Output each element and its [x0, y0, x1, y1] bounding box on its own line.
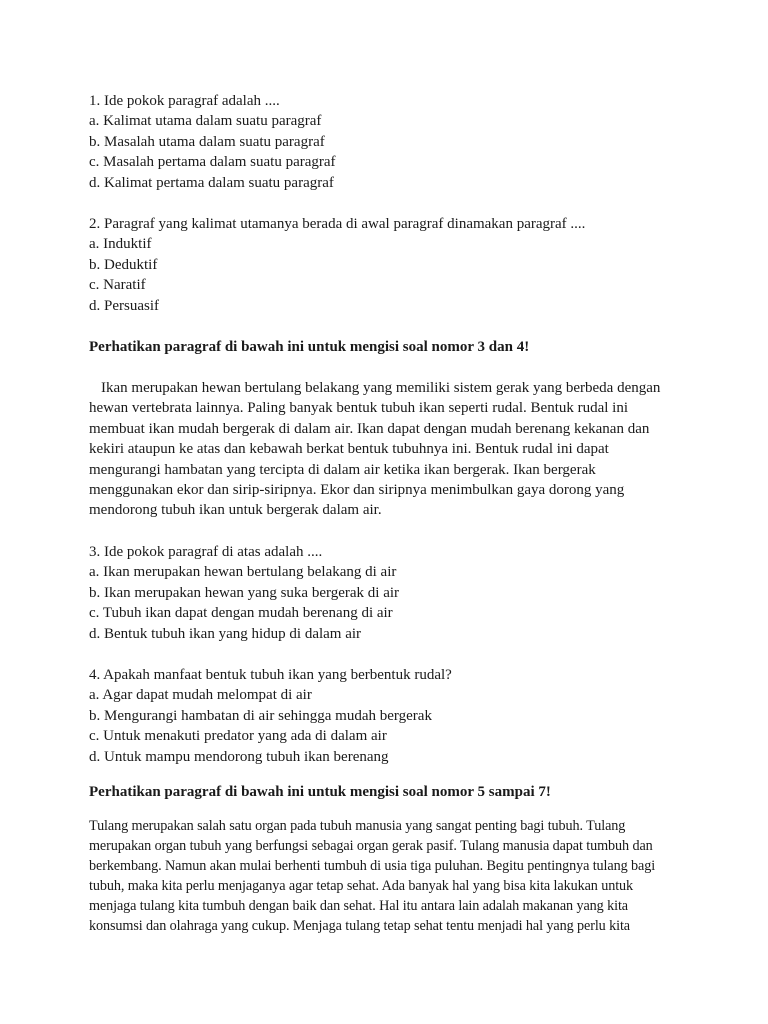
passage-2-line: Tulang merupakan salah satu organ pada tubuh manusia yang sangat penting bagi tubuh. Tulang [89, 818, 626, 834]
question-3 [89, 542, 689, 644]
passage-1-line: kekiri ataupun ke atas dan kebawah berkat bentuk tubuhnya ini. Bentuk rudal ini dapat [89, 441, 609, 458]
question-2-option-a: a. Induktif [89, 236, 152, 253]
question-3-option-c: c. Tubuh ikan dapat dengan mudah berenang di air [89, 605, 393, 622]
question-1-option-a: a. Kalimat utama dalam suatu paragraf [89, 113, 322, 130]
question-3-option-d: d. Bentuk tubuh ikan yang hidup di dalam air [89, 625, 362, 642]
question-4-option-d: d. Untuk mampu mendorong tubuh ikan berenang [89, 748, 389, 765]
instruction-2 [89, 782, 689, 802]
question-2-option-b: b. Deduktif [89, 256, 158, 273]
question-3-text: 3. Ide pokok paragraf di atas adalah .... [89, 544, 323, 560]
question-4-option-c: c. Untuk menakuti predator yang ada di dalam air [89, 728, 387, 745]
question-4-option-b: b. Mengurangi hambatan di air sehingga mudah bergerak [89, 707, 432, 724]
passage-2 [89, 816, 689, 936]
passage-2-line: merupakan organ tubuh yang berfungsi sebagai organ gerak pasif. Tulang manusia dapat tumbuh dan [89, 838, 653, 854]
question-3-option-b: b. Ikan merupakan hewan yang suka bergerak di air [89, 584, 400, 601]
question-4-text: 4. Apakah manfaat bentuk tubuh ikan yang berbentuk rudal? [89, 667, 452, 683]
question-1-option-d: d. Kalimat pertama dalam suatu paragraf [89, 174, 334, 191]
passage-1-line: Ikan merupakan hewan bertulang belakang yang memiliki sistem gerak yang berbeda dengan [101, 380, 661, 396]
question-3-option-a: a. Ikan merupakan hewan bertulang belakang di air [89, 564, 397, 581]
instruction-1-text: Perhatikan paragraf di bawah ini untuk mengisi soal nomor 3 dan 4! [89, 339, 530, 355]
passage-2-line: konsumsi dan olahraga yang cukup. Menjaga tulang tetap sehat tentu menjadi hal yang perlu kita [89, 918, 630, 934]
passage-1-line: mendorong tubuh ikan untuk bergerak dalam air. [89, 502, 382, 519]
passage-2-line: tubuh, maka kita perlu menjaganya agar tetap sehat. Ada banyak hal yang bisa kita lakukan untuk [89, 878, 634, 894]
question-1 [89, 91, 689, 193]
passage-2-line: menjaga tulang kita tumbuh dengan baik dan sehat. Hal itu antara lain adalah makanan yang kita [89, 898, 628, 914]
passage-1 [89, 378, 689, 521]
passage-1-line: hewan vertebrata lainnya. Paling banyak bentuk tubuh ikan seperti rudal. Bentuk rudal ini [89, 400, 629, 417]
question-2-option-c: c. Naratif [89, 277, 146, 294]
passage-2-line: berkembang. Namun akan mulai berhenti tumbuh di usia tiga puluhan. Begitu pentingnya tulang bagi [89, 858, 656, 874]
question-2 [89, 214, 689, 316]
passage-1-line: membuat ikan mudah bergerak di dalam air. Ikan dapat dengan mudah berenang kekanan dan [89, 420, 650, 437]
question-1-option-c: c. Masalah pertama dalam suatu paragraf [89, 154, 336, 171]
question-1-text: 1. Ide pokok paragraf adalah .... [89, 93, 280, 109]
question-4-option-a: a. Agar dapat mudah melompat di air [89, 687, 312, 704]
question-2-option-d: d. Persuasif [89, 297, 159, 314]
instruction-2-text: Perhatikan paragraf di bawah ini untuk mengisi soal nomor 5 sampai 7! [89, 784, 551, 800]
passage-1-line: menggunakan ekor dan sirip-siripnya. Ekor dan siripnya menimbulkan gaya dorong yang [89, 482, 625, 499]
instruction-1 [89, 337, 689, 357]
question-1-option-b: b. Masalah utama dalam suatu paragraf [89, 133, 325, 150]
passage-1-line: mengurangi hambatan yang tercipta di dalam air ketika ikan bergerak. Ikan bergerak [89, 461, 596, 478]
question-4 [89, 665, 689, 767]
question-2-text: 2. Paragraf yang kalimat utamanya berada di awal paragraf dinamakan paragraf .... [89, 216, 586, 232]
